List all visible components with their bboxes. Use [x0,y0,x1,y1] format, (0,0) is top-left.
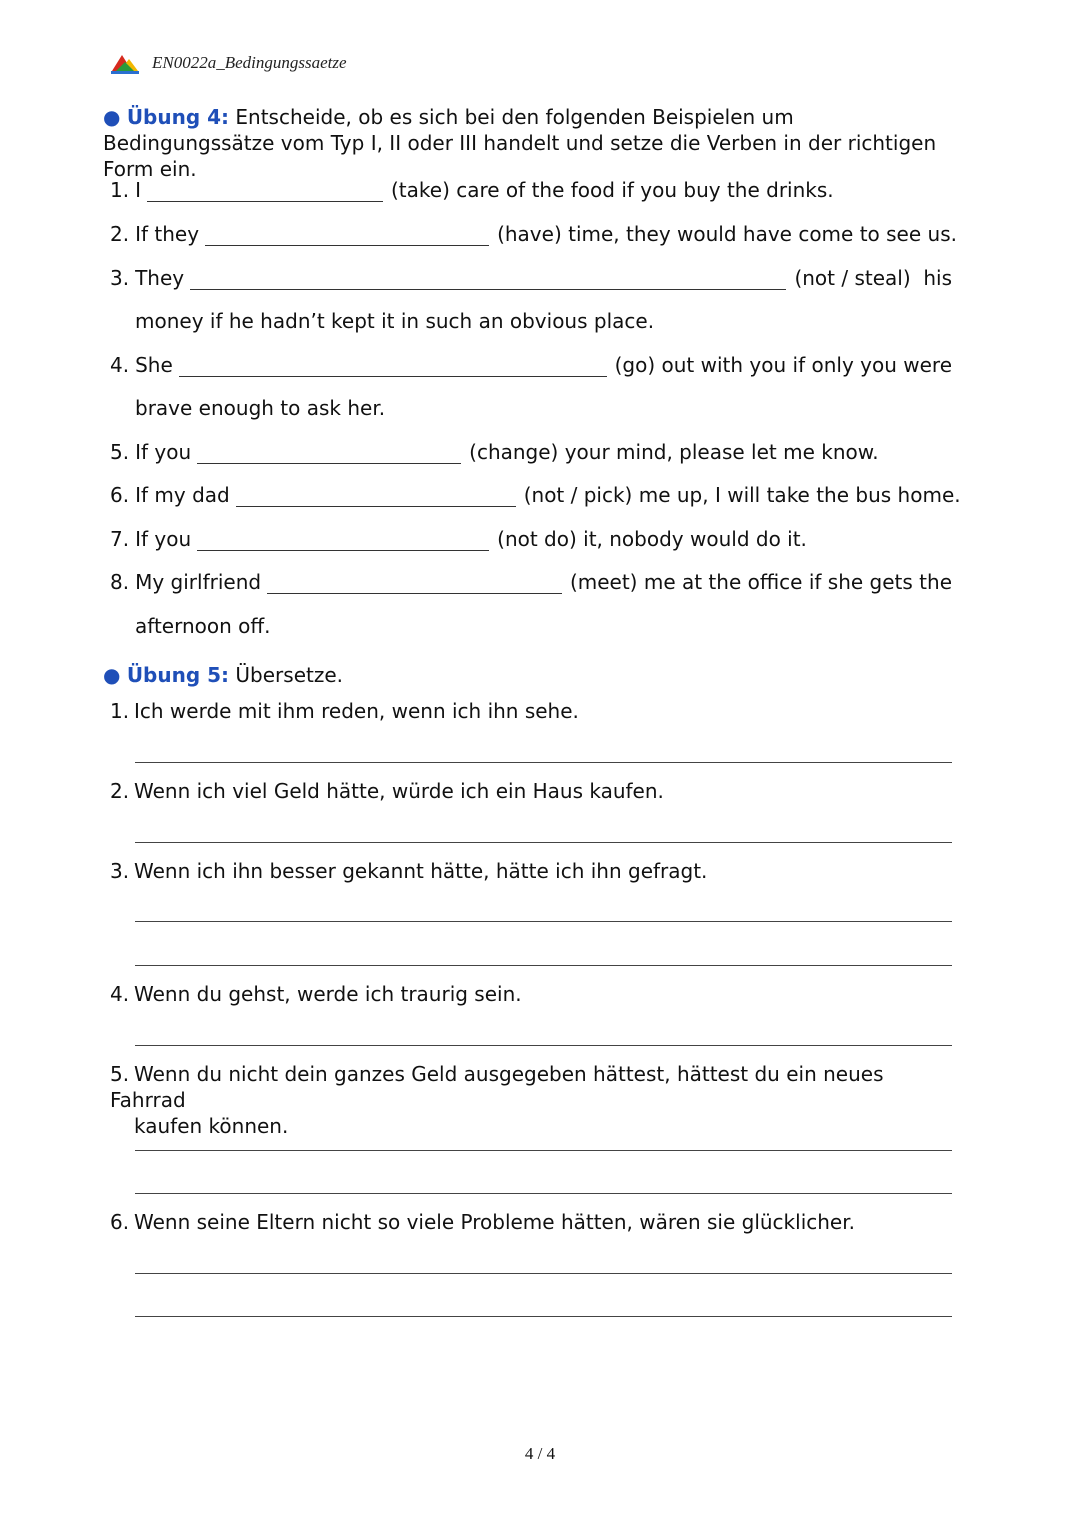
mountain-logo-icon [110,51,140,75]
ex4-item-1: 1. I (take) care of the food if you buy the drinks. [110,178,834,202]
fill-blank-4[interactable] [179,354,607,377]
exercise-4-label: Übung 4: [126,105,230,129]
ex4-item-4-continuation: brave enough to ask her. [135,396,386,420]
ex4-item-6: 6. If my dad (not / pick) me up, I will take the bus home. [110,483,961,507]
page-number: 4 / 4 [524,1444,556,1463]
answer-line[interactable] [135,842,952,843]
answer-line[interactable] [135,1273,952,1274]
answer-line[interactable] [135,921,952,922]
ex4-item-8-continuation: afternoon off. [135,614,271,638]
answer-line[interactable] [135,965,952,966]
answer-line[interactable] [135,1316,952,1317]
fill-blank-1[interactable] [147,179,383,202]
ex4-item-8: 8. My girlfriend (meet) me at the office if she gets the [110,570,952,594]
document-id: EN0022a_Bedingungssaetze [152,53,347,72]
bullet-icon: ● [103,105,121,129]
header [110,50,347,76]
ex5-item-2: 2. Wenn ich viel Geld hätte, würde ich ein Haus kaufen. [110,779,664,803]
exercise-5-label: Übung 5: [126,663,230,687]
fill-blank-5[interactable] [197,441,461,464]
fill-blank-8[interactable] [267,571,562,594]
ex5-item-5: 5. Wenn du nicht dein ganzes Geld ausgegeben hättest, hättest du ein neues Fahrrad kaufen können. [110,1062,884,1138]
fill-blank-6[interactable] [236,484,516,507]
fill-blank-3[interactable] [190,267,786,290]
ex4-item-3-continuation: money if he hadn’t kept it in such an obvious place. [135,309,655,333]
ex4-item-4: 4. She (go) out with you if only you were [110,353,952,377]
exercise-4-instruction: Entscheide, ob es sich bei den folgenden Beispielen um Bedingungssätze vom Typ I, II oder III handelt und setze die Verben in der richtigen Form ein. [103,105,937,181]
exercise-5-instruction: Übersetze. [235,663,343,687]
ex5-item-3: 3. Wenn ich ihn besser gekannt hätte, hätte ich ihn gefragt. [110,859,708,883]
answer-line[interactable] [135,762,952,763]
answer-line[interactable] [135,1045,952,1046]
answer-line[interactable] [135,1193,952,1194]
ex5-item-4: 4. Wenn du gehst, werde ich traurig sein. [110,982,522,1006]
ex4-item-7: 7. If you (not do) it, nobody would do it. [110,527,807,551]
ex4-item-3: 3. They (not / steal) his [110,266,952,290]
fill-blank-7[interactable] [197,528,489,551]
ex4-item-2: 2. If they (have) time, they would have come to see us. [110,222,957,246]
ex4-item-5: 5. If you (change) your mind, please let me know. [110,440,879,464]
answer-line[interactable] [135,1150,952,1151]
bullet-icon: ● [103,663,121,687]
ex5-item-1: 1. Ich werde mit ihm reden, wenn ich ihn sehe. [110,699,579,723]
ex5-item-6: 6. Wenn seine Eltern nicht so viele Probleme hätten, wären sie glücklicher. [110,1210,855,1234]
exercise-4-title [103,104,953,182]
exercise-5-title [103,662,953,688]
fill-blank-2[interactable] [205,223,489,246]
